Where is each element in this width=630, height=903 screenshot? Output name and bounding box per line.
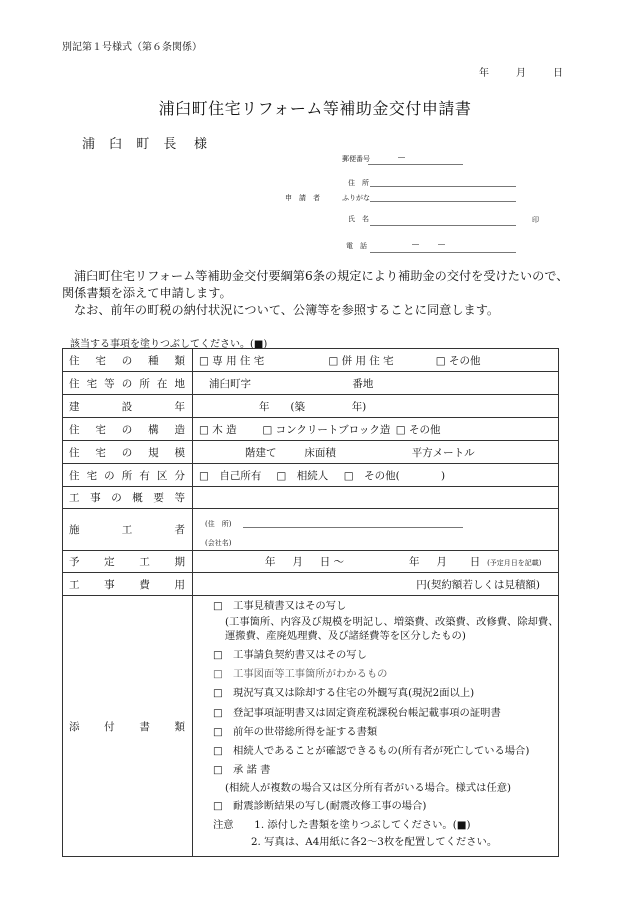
contractor-address-label: (住 所) bbox=[205, 520, 232, 528]
phone-dash-1: ― bbox=[412, 240, 419, 248]
attachment-estimate-note-1: (工事箇所、内容及び規模を明記し、増築費、改築費、改修費、除却費、 bbox=[225, 616, 559, 628]
scale-unit: 平方メートル bbox=[411, 446, 475, 459]
housing-type-label: 住宅の種類 bbox=[63, 349, 193, 372]
seal-label: 印 bbox=[532, 216, 539, 224]
option-other-ownership[interactable]: □ その他( bbox=[343, 469, 400, 482]
page-title: 浦臼町住宅リフォーム等補助金交付申請書 bbox=[158, 99, 472, 118]
period-start-month: 月 bbox=[292, 556, 303, 568]
ownership-other-close: ) bbox=[441, 469, 446, 482]
option-other-type[interactable]: □ その他 bbox=[435, 354, 481, 367]
row-contractor bbox=[63, 509, 559, 551]
body-line-3: なお、前年の町税の納付状況について、公簿等を参照することに同意します。 bbox=[74, 303, 500, 317]
attachment-consent-note: (相続人が複数の場合又は区分所有者がいる場合。様式は任意) bbox=[225, 782, 512, 794]
date-year-label: 年 bbox=[479, 68, 489, 79]
period-label: 予定工期 bbox=[63, 551, 193, 573]
attachment-drawings[interactable]: □ 工事図面等工事箇所がわかるもの bbox=[213, 668, 388, 680]
furigana-label: ふりがな bbox=[342, 194, 370, 202]
attachment-estimate-note-2: 運搬費、産廃処理費、及び諸経費等を区分したもの) bbox=[225, 630, 466, 642]
applicant-label: 申 請 者 bbox=[285, 194, 320, 202]
furigana-field[interactable] bbox=[370, 201, 516, 202]
note-2-text: 2. 写真は、A4用紙に各2～3枚を配置してください。 bbox=[251, 836, 498, 848]
attachment-estimate[interactable]: □ 工事見積書又はその写し bbox=[213, 600, 347, 612]
location-banchi: 番地 bbox=[352, 377, 374, 390]
row-location bbox=[63, 372, 559, 395]
period-start-day: 日 ～ bbox=[319, 556, 345, 568]
date-day-label: 日 bbox=[553, 68, 563, 79]
row-period bbox=[63, 551, 559, 573]
attachment-heir-proof[interactable]: □ 相続人であることが確認できるもの(所有者が死亡している場合) bbox=[213, 745, 530, 757]
period-end-day: 日 bbox=[469, 556, 481, 568]
body-line-2: 関係書類を添えて申請します。 bbox=[62, 286, 232, 300]
contractor-company-label: (会社名) bbox=[205, 539, 232, 547]
period-end-year: 年 bbox=[409, 556, 420, 568]
postal-dash: ― bbox=[398, 153, 405, 161]
option-dedicated-housing[interactable]: □ 専 用 住 宅 bbox=[199, 354, 265, 367]
summary-field[interactable] bbox=[193, 487, 559, 509]
phone-dash-2: ― bbox=[438, 240, 445, 248]
addressee bbox=[82, 133, 213, 152]
note-1-text: 1. 添付した書類を塗りつぶしてください。(■) bbox=[254, 819, 471, 831]
row-construction-year bbox=[63, 395, 559, 418]
attachment-contract[interactable]: □ 工事請負契約書又はその写し bbox=[213, 649, 367, 661]
application-table bbox=[62, 348, 559, 857]
period-note: (予定月日を記載) bbox=[487, 559, 542, 567]
option-mixed-use-housing[interactable]: □ 併 用 住 宅 bbox=[328, 354, 394, 367]
row-attachments bbox=[63, 596, 559, 857]
construction-year-label: 建設年 bbox=[63, 395, 193, 418]
body-line-1: 浦臼町住宅リフォーム等補助金交付要綱第6条の規定により補助金の交付を受けたいので、 bbox=[74, 269, 569, 283]
address-label: 住 所 bbox=[348, 179, 369, 187]
option-heir[interactable]: □ 相続人 bbox=[276, 469, 329, 482]
contractor-label: 施工者 bbox=[63, 509, 193, 551]
option-concrete-block[interactable]: □ コンクリートブロック造 bbox=[262, 423, 391, 436]
row-structure bbox=[63, 418, 559, 441]
attachment-income-proof[interactable]: □ 前年の世帯総所得を証する書類 bbox=[213, 726, 378, 738]
option-wooden[interactable]: □ 木 造 bbox=[199, 423, 237, 436]
summary-label: 工事の概要等 bbox=[63, 487, 193, 509]
structure-label: 住宅の構造 bbox=[63, 418, 193, 441]
scale-label: 住宅の規模 bbox=[63, 441, 193, 464]
postal-code-field[interactable] bbox=[368, 164, 463, 165]
addressee-name: 浦 臼 町 長 bbox=[82, 137, 182, 152]
built-age-open: (築 bbox=[290, 400, 305, 413]
option-other-structure[interactable]: □ その他 bbox=[395, 423, 441, 436]
cost-label: 工事費用 bbox=[63, 573, 193, 596]
period-start-year: 年 bbox=[265, 556, 276, 568]
attachment-seismic-report[interactable]: □ 耐震診断結果の写し(耐震改修工事の場合) bbox=[213, 800, 427, 812]
phone-label: 電 話 bbox=[346, 242, 367, 250]
row-cost bbox=[63, 573, 559, 596]
period-end-month: 月 bbox=[436, 556, 447, 568]
attachments-label: 添付書類 bbox=[63, 596, 193, 857]
postal-label: 郵便番号 bbox=[342, 155, 370, 163]
cost-unit: 円(契約額若しくは見積額) bbox=[416, 578, 540, 591]
row-housing-type bbox=[63, 349, 559, 372]
note-label: 注意 bbox=[213, 819, 234, 831]
name-label: 氏 名 bbox=[348, 215, 369, 223]
addressee-honorific: 様 bbox=[194, 137, 213, 152]
attachment-consent-form[interactable]: □ 承 諾 書 bbox=[213, 764, 271, 776]
scale-area: 床面積 bbox=[304, 446, 336, 459]
option-self-owned[interactable]: □ 自己所有 bbox=[199, 469, 262, 482]
location-town: 浦臼町字 bbox=[209, 377, 251, 390]
instruction-text: 該当する事項を塗りつぶしてください。(■) bbox=[70, 339, 268, 350]
built-age-close: 年) bbox=[351, 400, 367, 413]
row-ownership bbox=[63, 464, 559, 487]
ownership-label: 住宅の所有区分 bbox=[63, 464, 193, 487]
attachment-note-1 bbox=[213, 817, 558, 834]
location-label: 住宅等の所在地 bbox=[63, 372, 193, 395]
phone-field[interactable] bbox=[370, 252, 516, 253]
row-summary bbox=[63, 487, 559, 509]
date-month-label: 月 bbox=[516, 68, 526, 79]
attachment-registry-certificate[interactable]: □ 登記事項証明書又は固定資産税課税台帳記載事項の証明書 bbox=[213, 707, 501, 719]
address-field[interactable] bbox=[370, 186, 516, 187]
row-scale bbox=[63, 441, 559, 464]
name-field[interactable] bbox=[370, 225, 516, 226]
contractor-address-field[interactable] bbox=[243, 527, 463, 528]
attachment-photos[interactable]: □ 現況写真又は除却する住宅の外観写真(現況2面以上) bbox=[213, 687, 475, 699]
built-year-unit: 年 bbox=[259, 400, 270, 413]
scale-floors: 階建て bbox=[245, 446, 277, 459]
form-number: 別記第１号様式（第６条関係） bbox=[62, 42, 202, 53]
